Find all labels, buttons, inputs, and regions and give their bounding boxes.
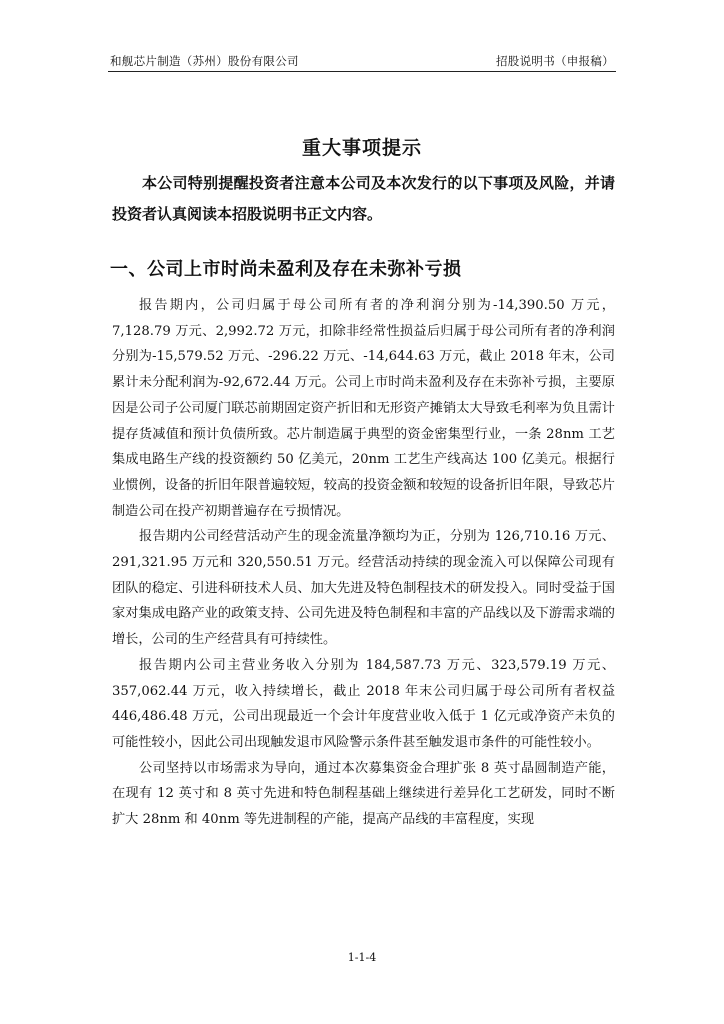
section-heading: 一、公司上市时尚未盈利及存在未弥补亏损	[110, 259, 462, 280]
section-body	[112, 293, 615, 833]
paragraph-revenue: 报告期内公司主营业务收入分别为 184,587.73 万元、323,579.19 万元、357,062.44 万元，收入持续增长，截止 2018 年末公司归属于母公司所有者权益 446,486.48 万元，公司出现最近一个会计年度营业收入低于 1 亿元或净资产未负的可能性较小，因此公司出现触发退市风险警示条件甚至触发退市条件的可能性较小。	[112, 657, 615, 750]
page-title: 重大事项提示	[301, 137, 422, 159]
page-number: 1-1-4	[347, 951, 377, 964]
header-document-type: 招股说明书（申报稿）	[496, 54, 614, 68]
paragraph-strategy: 公司坚持以市场需求为导向，通过本次募集资金合理扩张 8 英寸晶圆制造产能，在现有 12 英寸和 8 英寸先进和特色制程基础上继续进行差异化工艺研发，同时不断扩大 28nm 和 40nm 等先进制程的产能，提高产品线的丰富程度，实现	[112, 760, 615, 828]
page-header	[108, 51, 616, 72]
header-company-name: 和舰芯片制造（苏州）股份有限公司	[110, 54, 299, 68]
paragraph-cash-flow: 报告期内公司经营活动产生的现金流量净额均为正，分别为 126,710.16 万元、291,321.95 万元和 320,550.51 万元。经营活动持续的现金流入可以保障公司现有团队的稳定、引进科研技术人员、加大先进及特色制程技术的研发投入。同时受益于国家对集成电路产业的政策支持、公司先进及特色制程和丰富的产品线以及下游需求端的增长，公司的生产经营具有可持续性。	[112, 529, 615, 648]
investor-notice: 本公司特别提醒投资者注意本公司及本次发行的以下事项及风险，并请投资者认真阅读本招股说明书正文内容。	[112, 174, 615, 223]
paragraph-net-profit: 报告期内，公司归属于母公司所有者的净利润分别为-14,390.50 万元，7,128.79 万元、2,992.72 万元，扣除非经常性损益后归属于母公司所有者的净利润分别为-15,579.52 万元、-296.22 万元、-14,644.63 万元，截止 2018 年末，公司累计未分配利润为-92,672.44 万元。公司上市时尚未盈利及存在未弥补亏损，主要原因是公司子公司厦门联芯前期固定资产折旧和无形资产摊销太大导致毛利率为负且需计提存货减值和预计负债所致。芯片制造属于典型的资金密集型行业，一条 28nm 工艺集成电路生产线的投资额约 50 亿美元，20nm 工艺生产线高达 100 亿美元。根据行业惯例，设备的折旧年限普遍较短，较高的投资金额和较短的设备折旧年限，导致芯片制造公司在投产初期普遍存在亏损情况。	[112, 298, 615, 519]
